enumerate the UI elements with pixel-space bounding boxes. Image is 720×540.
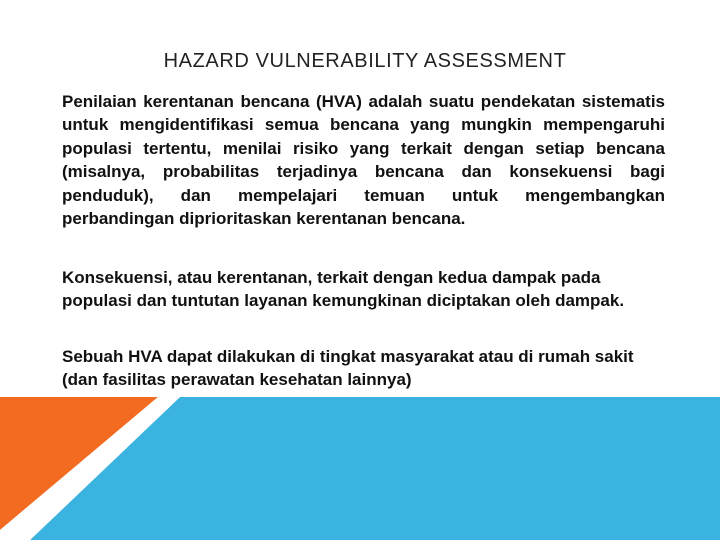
paragraph-scope: Sebuah HVA dapat dilakukan di tingkat masyarakat atau di rumah sakit (dan fasilitas perawatan kesehatan lainnya) [62, 347, 634, 390]
slide-title: HAZARD VULNERABILITY ASSESSMENT [163, 50, 567, 72]
paragraph-consequence: Konsekuensi, atau kerentanan, terkait dengan kedua dampak pada populasi dan tuntutan layanan kemungkinan diciptakan oleh dampak. [62, 268, 625, 311]
paragraph-definition: Penilaian kerentanan bencana (HVA) adalah suatu pendekatan sistematis untuk mengidentifikasi semua bencana yang mungkin mempengaruhi populasi tertentu, menilai risiko yang terkait dengan setiap bencana (misalnya, probabilitas terjadinya bencana dan konsekuensi bagi penduduk), dan mempelajari temuan untuk mengembangkan perbandingan diprioritaskan kerentanan bencana. [62, 92, 665, 229]
